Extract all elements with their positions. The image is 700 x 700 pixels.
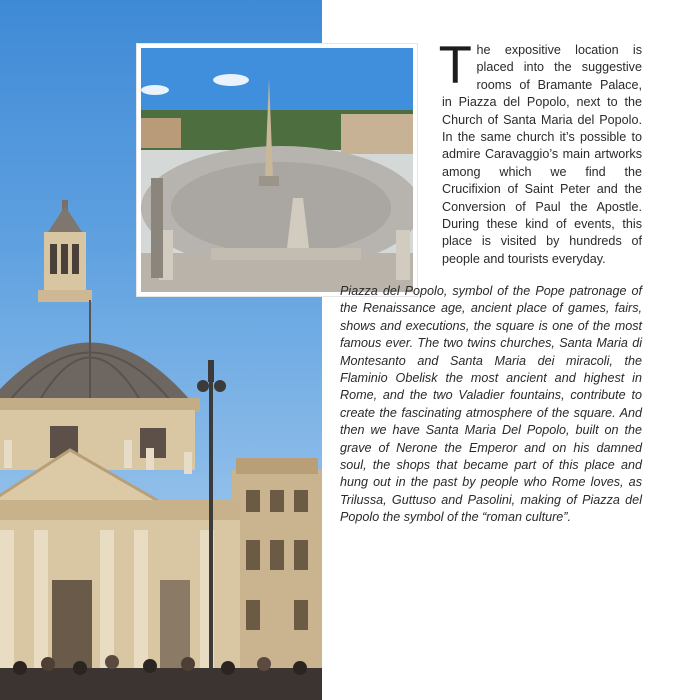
drop-cap: T bbox=[440, 37, 471, 95]
piazza-photo bbox=[137, 44, 417, 296]
intro-text: he expositive location is placed into the suggestive rooms of Bramante Palace, in Piazza del Popolo, next to the Church of Santa Maria del Popolo. In the same church it’s possible to admire Caravaggio’s main artworks among which we find the Crucifixion of Saint Peter and the Conversion of Paul the Apostle. During these kind of events, this place is visited by hundreds of people and tourists everyday. bbox=[442, 43, 642, 266]
piazza-illustration bbox=[141, 48, 413, 292]
history-paragraph: Piazza del Popolo, symbol of the Pope patronage of the Renaissance age, ancient place of games, fairs, shows and executions, the square is one of the most famous ever. The two twins churches, Santa Maria di Montesanto and Santa Maria dei miracoli, the Flaminio Obelisk the most ancient and highest in Rome, and the two Valadier fountains, contribute to create the fascinating atmosphere of the square. And then we have Santa Maria Del Popolo, built on the grave of Nerone the Emperor and on his damned soul, the shops that became part of this place and hung out in the past by people who Rome loves, as Trilussa, Guttuso and Pasolini, making of Piazza del Popolo the symbol of the “roman culture”. bbox=[340, 284, 642, 525]
intro-paragraph bbox=[440, 37, 642, 268]
